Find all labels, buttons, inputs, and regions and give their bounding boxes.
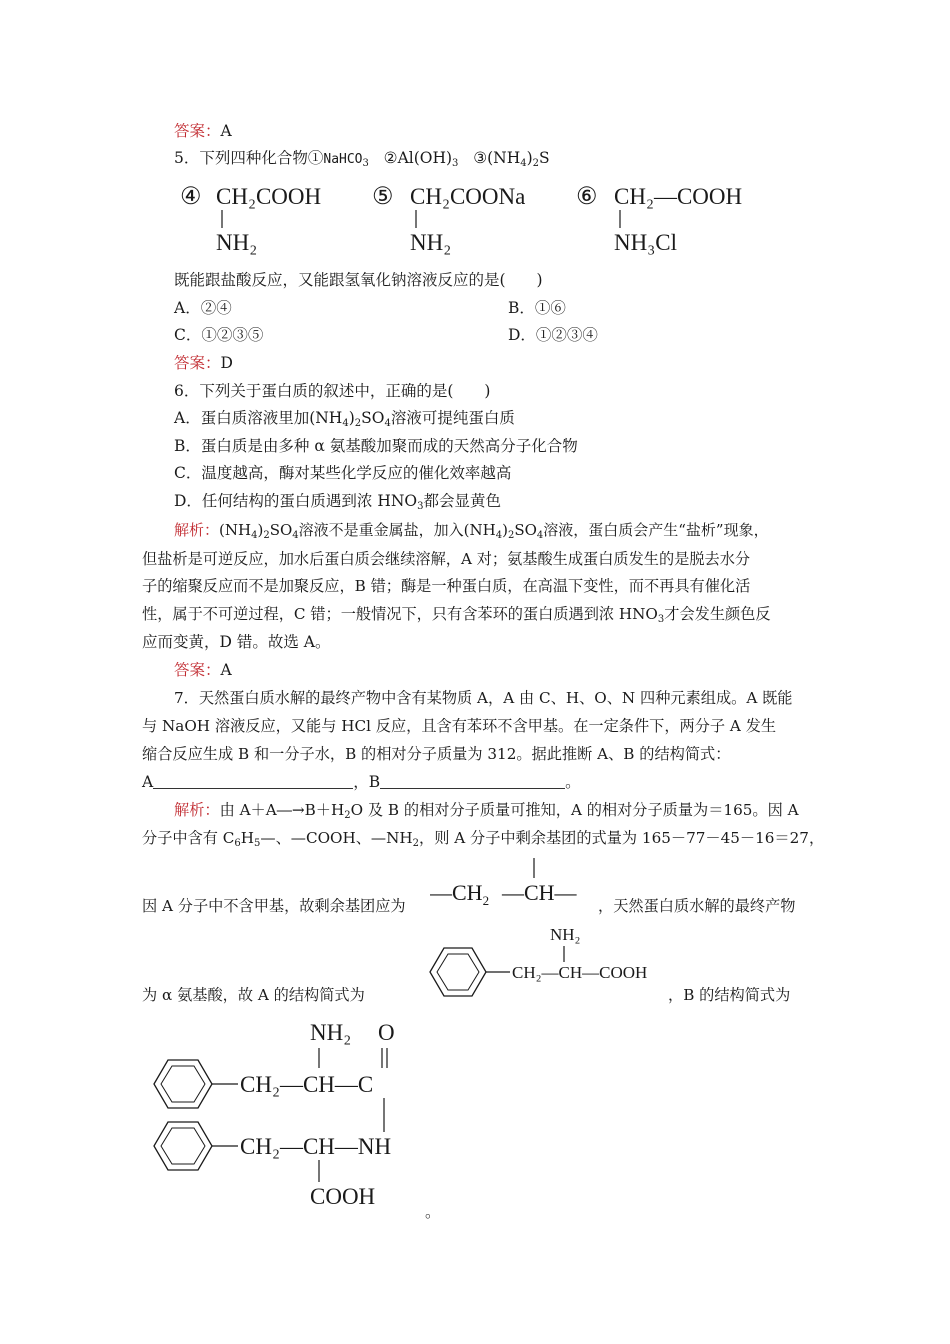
text: 才会发生颜色反 [664, 605, 771, 623]
subscript: 4 [495, 530, 503, 541]
q5-structures [170, 178, 790, 258]
benzene-inner-ring-bottom [161, 1128, 205, 1164]
question-6-stem: 6．下列关于蛋白质的叙述中，正确的是( ) [174, 382, 491, 400]
end-period: 。 [425, 1203, 441, 1221]
text: 溶液不是重金属盐，加入(NH [298, 521, 496, 539]
option-d [174, 491, 501, 517]
paren: ) [526, 149, 533, 167]
blank-label-a: A [142, 773, 154, 791]
question-7-line-1: 7．天然蛋白质水解的最终产物中含有某物质 A，A 由 C、H、O、N 四种元素组成。A 既能 [174, 689, 793, 707]
blank-label-b: ，B [353, 773, 381, 791]
answer-value: A [220, 122, 232, 140]
text: SO [269, 521, 293, 539]
structure-4-amine: NH₂ [216, 230, 258, 255]
subscript: 6 [234, 838, 241, 849]
analysis-q6-line-2: 但盐析是可逆反应，加水后蛋白质会继续溶解，A 对；氨基酸生成蛋白质发生的是脱去水分 [142, 550, 751, 568]
answer-label: 答案： [174, 661, 221, 679]
option-text: D．任何结构的蛋白质遇到浓 HNO [174, 492, 418, 510]
subscript: 3 [657, 614, 665, 625]
subscript: 4 [342, 418, 349, 429]
option-d: D．①②③④ [508, 326, 598, 344]
analysis-q7-line-1 [174, 800, 799, 826]
text: 溶液，蛋白质会产生“盐析”现象， [543, 521, 769, 539]
text: —、—COOH、—NH [260, 829, 413, 847]
text: H [240, 829, 255, 847]
subscript: 2 [354, 418, 362, 429]
option-b: B．蛋白质是由多种 α 氨基酸加聚而成的天然高分子化合物 [174, 437, 578, 455]
option-c: C．①②③⑤ [174, 326, 264, 344]
option-text: A．蛋白质溶液里加(NH [174, 409, 343, 427]
option-a: A．②④ [174, 299, 232, 317]
answer-line-q6 [174, 660, 232, 680]
subscript: 4 [251, 530, 258, 541]
answer-value: D [220, 354, 233, 372]
structure-5-formula: CH₂COONa [410, 184, 526, 209]
period: 。 [565, 773, 581, 791]
question-5-stem [174, 148, 550, 174]
answer-blank-a[interactable] [153, 773, 353, 789]
subscript: 2 [412, 838, 420, 849]
chain-formula: CH₂—CH—COOH [512, 963, 648, 982]
subscript: 5 [254, 838, 261, 849]
subscript: 2 [344, 810, 351, 821]
subscript: 2 [532, 158, 540, 169]
structure-a [420, 922, 665, 1000]
formula-aloh3: ②Al(OH) [383, 149, 453, 167]
benzene-inner-ring-top [161, 1066, 205, 1102]
answer-value: A [220, 661, 232, 679]
text: ，则 A 分子中剩余基团的式量为 165－77－45－16＝27， [419, 829, 825, 847]
chain-row-2: CH₂—CH—NH [240, 1134, 392, 1159]
structure-4-number: ④ [180, 184, 202, 210]
subscript: 4 [292, 530, 299, 541]
residual-group-structure [430, 856, 595, 912]
analysis-q6-line-4 [142, 604, 771, 630]
answer-line-q4 [174, 121, 232, 141]
subscript: 3 [417, 501, 424, 512]
analysis-label: 解析： [174, 801, 220, 819]
structure-6-number: ⑥ [576, 184, 598, 210]
option-text: 溶液可提纯蛋白质 [390, 409, 515, 427]
subscript: 3 [362, 158, 369, 169]
analysis-q7-line-3-prefix: 因 A 分子中不含甲基，故剩余基团应为 [142, 897, 406, 915]
question-7-blanks [142, 772, 581, 792]
analysis-q7-line-2 [142, 828, 824, 854]
text: ) [502, 521, 508, 539]
carboxyl-group: COOH [310, 1184, 376, 1209]
text: 分子中含有 C [142, 829, 235, 847]
amine-group: NH₂ [550, 925, 581, 944]
stem-text: 5．下列四种化合物① [174, 149, 324, 167]
group-ch2: $—CH_2$ [430, 880, 490, 908]
subscript: 3 [452, 158, 459, 169]
structure-5-amine: NH₂ [410, 230, 452, 255]
group-ch: —CH— [502, 880, 577, 905]
option-c: C．温度越高，酶对某些化学反应的催化效率越高 [174, 464, 512, 482]
formula-nahco3: NaHCO [323, 152, 363, 167]
subscript: 2 [507, 530, 515, 541]
subscript: 4 [520, 158, 527, 169]
answer-line-q5 [174, 353, 233, 373]
subscript: 2 [263, 530, 270, 541]
analysis-q7-line-4-suffix: ，B 的结构简式为 [668, 986, 791, 1004]
carbonyl-oxygen: O [378, 1020, 395, 1045]
analysis-label: 解析： [174, 521, 220, 539]
analysis-q7-line-4-prefix: 为 α 氨基酸，故 A 的结构简式为 [142, 986, 365, 1004]
text: 性，属于不可逆过程，C 错；一般情况下，只有含苯环的蛋白质遇到浓 HNO [142, 605, 658, 623]
formula-nh4-2s: ③(NH [473, 149, 521, 167]
benzene-ring-top [154, 1060, 212, 1108]
question-5-prompt: 既能跟盐酸反应，又能跟氢氧化钠溶液反应的是( ) [174, 271, 543, 289]
answer-blank-b[interactable] [380, 773, 565, 789]
analysis-q7-line-3-suffix: ，天然蛋白质水解的最终产物 [598, 897, 796, 915]
analysis-q6-line-3: 子的缩聚反应而不是加聚反应，B 错；酶是一种蛋白质，在高温下变性，而不再具有催化活 [142, 577, 751, 595]
structure-4-formula: CH₂COOH [216, 184, 322, 209]
option-text: 都会显黄色 [423, 492, 502, 510]
option-b: B．①⑥ [508, 299, 566, 317]
text: 由 A＋A―→B＋H [219, 801, 345, 819]
element: S [539, 149, 550, 167]
benzene-ring [430, 948, 486, 996]
option-a [174, 408, 515, 434]
subscript: 4 [384, 418, 391, 429]
formula: SO [361, 409, 385, 427]
structure-b [146, 1018, 426, 1214]
structure-5-number: ⑤ [372, 184, 394, 210]
structure-6-amine-salt: NH₃Cl [614, 230, 677, 255]
structure-6-formula: CH₂—COOH [614, 184, 743, 209]
question-7-line-2: 与 NaOH 溶液反应，又能与 HCl 反应，且含有苯环不含甲基。在一定条件下，两分子 A 发生 [142, 717, 777, 735]
amine-group: NH₂ [310, 1020, 352, 1045]
analysis-q6-line-5: 应而变黄，D 错。故选 A。 [142, 633, 331, 651]
text: SO [514, 521, 537, 539]
text: ) [257, 521, 264, 539]
benzene-ring-bottom [154, 1122, 212, 1170]
analysis-q6-line-1 [174, 520, 769, 546]
subscript: 4 [536, 530, 544, 541]
question-7-line-3: 缩合反应生成 B 和一分子水，B 的相对分子质量为 312。据此推断 A、B 的结构简式： [142, 745, 731, 763]
benzene-inner-ring [437, 954, 479, 990]
chain-row-1: CH₂—CH—C [240, 1072, 374, 1097]
text: (NH [219, 521, 252, 539]
text: O 及 B 的相对分子质量可推知，A 的相对分子质量为＝165。因 A [350, 801, 799, 819]
answer-label: 答案： [174, 122, 221, 140]
answer-label: 答案： [174, 354, 221, 372]
paren: ) [348, 409, 355, 427]
